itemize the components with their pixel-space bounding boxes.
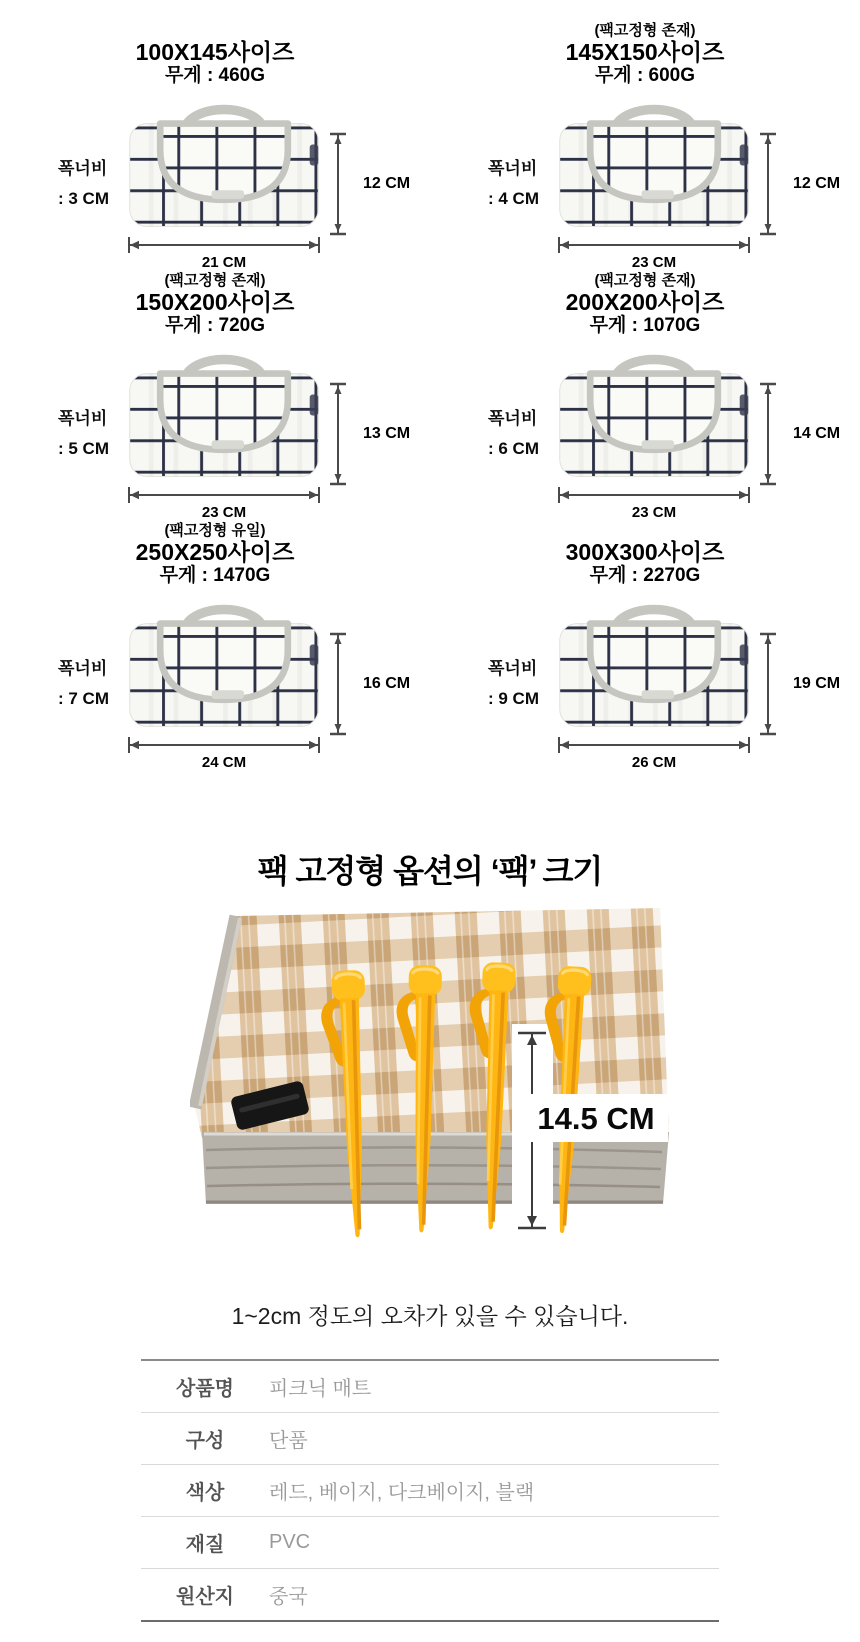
mat-column	[554, 595, 754, 772]
vertical-measure	[324, 379, 428, 489]
weight-label: 무게 : 2270G	[589, 565, 701, 586]
horizontal-measure-arrow	[124, 737, 324, 753]
folded-width-label	[2, 404, 124, 464]
size-label: 100X145사이즈	[135, 39, 295, 65]
height-value: 14 CM	[793, 424, 841, 442]
spec-table-row	[141, 1517, 719, 1569]
size-diagram-cell	[0, 522, 430, 772]
mat-column	[124, 595, 324, 772]
mat-column	[554, 95, 754, 272]
bottom-width-value: 23 CM	[631, 504, 677, 521]
size-label: 200X200사이즈	[565, 289, 725, 315]
height-value: 13 CM	[363, 424, 411, 442]
vertical-measure-arrow	[330, 129, 356, 239]
folded-width-label	[2, 654, 124, 714]
vertical-measure	[324, 129, 428, 239]
vertical-measure	[754, 379, 858, 489]
spec-table	[141, 1359, 719, 1622]
spec-row-value: 단품	[269, 1413, 719, 1465]
vertical-measure	[754, 629, 858, 739]
bottom-width-value: 24 CM	[201, 754, 247, 771]
width-label-caption: 폭너비	[488, 658, 538, 678]
spec-row-value: 피크닉 매트	[269, 1378, 372, 1400]
size-diagram-grid	[0, 0, 860, 772]
pack-size-heading: 팩 고정형 옵션의 ‘팩’ 크기	[257, 853, 603, 889]
bottom-width-value: 23 CM	[631, 254, 677, 271]
folded-mat-illustration	[124, 345, 324, 486]
vertical-measure-arrow	[760, 129, 786, 239]
width-label-caption: 폭너비	[488, 158, 538, 178]
size-diagram-cell	[0, 272, 430, 522]
folded-width-label	[432, 654, 554, 714]
peg-photo-illustration	[190, 906, 670, 1258]
peg-length-value: 14.5 CM	[537, 1101, 655, 1136]
horizontal-measure-arrow	[554, 737, 754, 753]
vertical-measure	[324, 629, 428, 739]
width-label-caption: 폭너비	[58, 408, 108, 428]
width-label-caption: 폭너비	[58, 158, 108, 178]
spec-row-value: 중국	[269, 1569, 719, 1622]
weight-label: 무게 : 600G	[594, 65, 696, 86]
height-value: 12 CM	[793, 174, 841, 192]
spec-row-label: 색상	[141, 1465, 269, 1517]
pack-option-note: (팩고정형 유일)	[164, 522, 266, 539]
size-title-block	[566, 522, 725, 587]
weight-label: 무게 : 1470G	[159, 565, 271, 586]
spec-table-row	[141, 1569, 719, 1622]
height-value: 16 CM	[363, 674, 411, 692]
width-label-value: : 3 CM	[58, 188, 109, 208]
spec-table-row	[141, 1360, 719, 1413]
size-label: 145X150사이즈	[565, 39, 725, 65]
width-label-value: : 5 CM	[58, 438, 109, 458]
peg-size-photo	[190, 906, 670, 1258]
horizontal-measure-arrow	[124, 237, 324, 253]
width-label-caption: 폭너비	[58, 658, 108, 678]
pack-option-note: (팩고정형 존재)	[594, 272, 696, 289]
spec-table-row	[141, 1413, 719, 1465]
size-diagram-cell	[0, 22, 430, 272]
size-diagram-cell	[430, 522, 860, 772]
size-title-block	[566, 22, 725, 87]
weight-label: 무게 : 720G	[164, 315, 266, 336]
mat-diagram	[432, 95, 858, 272]
bottom-width-value: 26 CM	[631, 754, 677, 771]
size-title-block	[136, 522, 295, 587]
size-title-block	[136, 272, 295, 337]
width-label-value: : 4 CM	[488, 188, 539, 208]
folded-width-label	[2, 154, 124, 214]
bottom-width-value: 21 CM	[201, 254, 247, 271]
size-label: 150X200사이즈	[135, 289, 295, 315]
folded-width-label	[432, 154, 554, 214]
mat-diagram	[2, 345, 428, 522]
mat-diagram	[2, 95, 428, 272]
vertical-measure-arrow	[760, 379, 786, 489]
mat-column	[124, 345, 324, 522]
horizontal-measure-arrow	[554, 237, 754, 253]
pack-option-note: (팩고정형 존재)	[164, 272, 266, 289]
pack-option-note	[566, 522, 725, 540]
size-title-block	[566, 272, 725, 337]
size-diagram-cell	[430, 22, 860, 272]
vertical-measure-arrow	[330, 379, 356, 489]
spec-row-value: 레드, 베이지, 다크베이지, 블랙	[269, 1465, 719, 1517]
size-title-block	[136, 22, 295, 87]
size-label: 300X300사이즈	[565, 539, 725, 565]
bottom-width-value: 23 CM	[201, 504, 247, 521]
height-value: 12 CM	[363, 174, 411, 192]
spec-row-value: PVC	[269, 1517, 719, 1569]
mat-diagram	[432, 595, 858, 772]
vertical-measure-arrow	[760, 629, 786, 739]
weight-label: 무게 : 460G	[164, 65, 266, 86]
folded-mat-illustration	[124, 95, 324, 236]
spec-row-label: 재질	[141, 1517, 269, 1569]
size-diagram-cell	[430, 272, 860, 522]
height-value: 19 CM	[793, 674, 841, 692]
width-label-caption: 폭너비	[488, 408, 538, 428]
pack-option-note	[136, 22, 295, 40]
spec-row-label: 원산지	[141, 1569, 269, 1622]
tolerance-note: 1~2cm 정도의 오차가 있을 수 있습니다.	[231, 1303, 629, 1329]
mat-column	[554, 345, 754, 522]
pack-option-note: (팩고정형 존재)	[594, 22, 696, 39]
vertical-measure	[754, 129, 858, 239]
width-label-value: : 9 CM	[488, 688, 539, 708]
folded-mat-illustration	[554, 595, 754, 736]
size-label: 250X250사이즈	[135, 539, 295, 565]
folded-mat-illustration	[554, 345, 754, 486]
spec-row-label: 상품명	[176, 1378, 234, 1400]
spec-table-row	[141, 1465, 719, 1517]
width-label-value: : 7 CM	[58, 688, 109, 708]
vertical-measure-arrow	[330, 629, 356, 739]
mat-diagram	[2, 595, 428, 772]
horizontal-measure-arrow	[124, 487, 324, 503]
mat-diagram	[432, 345, 858, 522]
mat-column	[124, 95, 324, 272]
weight-label: 무게 : 1070G	[589, 315, 701, 336]
folded-mat-illustration	[124, 595, 324, 736]
horizontal-measure-arrow	[554, 487, 754, 503]
width-label-value: : 6 CM	[488, 438, 539, 458]
spec-row-label: 구성	[141, 1413, 269, 1465]
folded-width-label	[432, 404, 554, 464]
folded-mat-illustration	[554, 95, 754, 236]
